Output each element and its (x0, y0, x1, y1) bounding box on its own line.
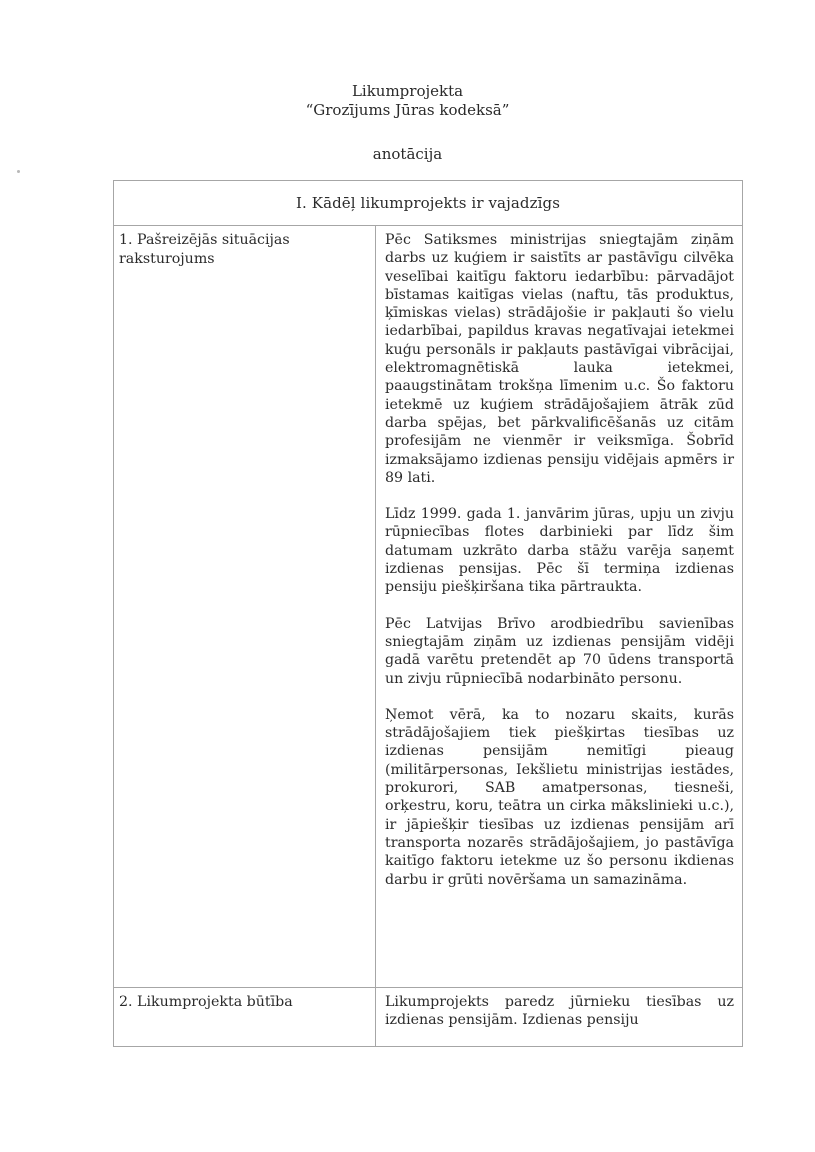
paragraph: Pēc Satiksmes ministrijas sniegtajām ziņām darbs uz kuģiem ir saistīts ar pastāvīgu cilvēka veselībai kaitīgu faktoru iedarbību: pārvadājot bīstamas kaitīgas vielas (naftu, tās produktus, ķīmiskas vielas) strādājošie ir pakļauti šo vielu iedarbībai, papildus kravas negatīvajai ietekmei kuģu personāls ir pakļauts pastāvīgai vibrācijai, elektromagnētiskā lauka ietekmei, paaugstinātam trokšņa līmenim u.c. Šo faktoru ietekmē uz kuģiem strādājošajiem ātrāk zūd darba spējas, bet pārkvalificēšanās uz citām profesijām ne vienmēr ir veiksmīga. Šobrīd izmaksājamo izdienas pensiju vidējais apmērs ir 89 lati. (385, 232, 734, 486)
paragraph: Pēc Latvijas Brīvo arodbiedrību savienības sniegtajām ziņām uz izdienas pensijām vidēji gadā varētu pretendēt ap 70 ūdens transportā un zivju rūpniecībā nodarbināto personu. (385, 615, 734, 687)
document-title-line-1: Likumprojekta (351, 82, 464, 100)
section-header-row (114, 181, 743, 226)
row-label-bill-essence: 2. Likumprojekta būtība (114, 988, 376, 1047)
table-row (114, 988, 743, 1047)
document-title-line-2: “Grozījums Jūras kodeksā” (305, 101, 510, 119)
annotation-table (113, 180, 743, 1047)
paragraph: Līdz 1999. gada 1. janvārim jūras, upju un zivju rūpniecības flotes darbinieki par līdz šim datumam uzkrāto darba stāžu varēja saņemt izdienas pensijas. Pēc šī termiņa izdienas pensiju piešķiršana tika pārtraukta. (385, 506, 734, 596)
section-header: I. Kādēļ likumprojekts ir vajadzīgs (114, 181, 743, 226)
row-content-current-situation (376, 226, 743, 988)
scan-speck (17, 170, 20, 173)
row-label-current-situation: 1. Pašreizējās situācijas raksturojums (114, 226, 376, 988)
table-row (114, 226, 743, 988)
document-subtitle: anotācija (372, 145, 443, 163)
paragraph: Ņemot vērā, ka to nozaru skaits, kurās strādājošajiem tiek piešķirtas tiesības uz izdienas pensijām nemitīgi pieaug (militārpersonas, Iekšlietu ministrijas iestādes, prokurori, SAB amatpersonas, tiesneši, orķestru, koru, teātra un cirka mākslinieki u.c.), ir jāpiešķir tiesības uz izdienas pensijām arī transporta nozarēs strādājošajiem, jo pastāvīga kaitīgo faktoru ietekme uz šo personu ikdienas darbu ir grūti novēršama un samazināma. (385, 706, 734, 888)
row-content-bill-essence (376, 988, 743, 1047)
paragraph: Likumprojekts paredz jūrnieku tiesības uz izdienas pensijām. Izdienas pensiju (385, 994, 734, 1029)
